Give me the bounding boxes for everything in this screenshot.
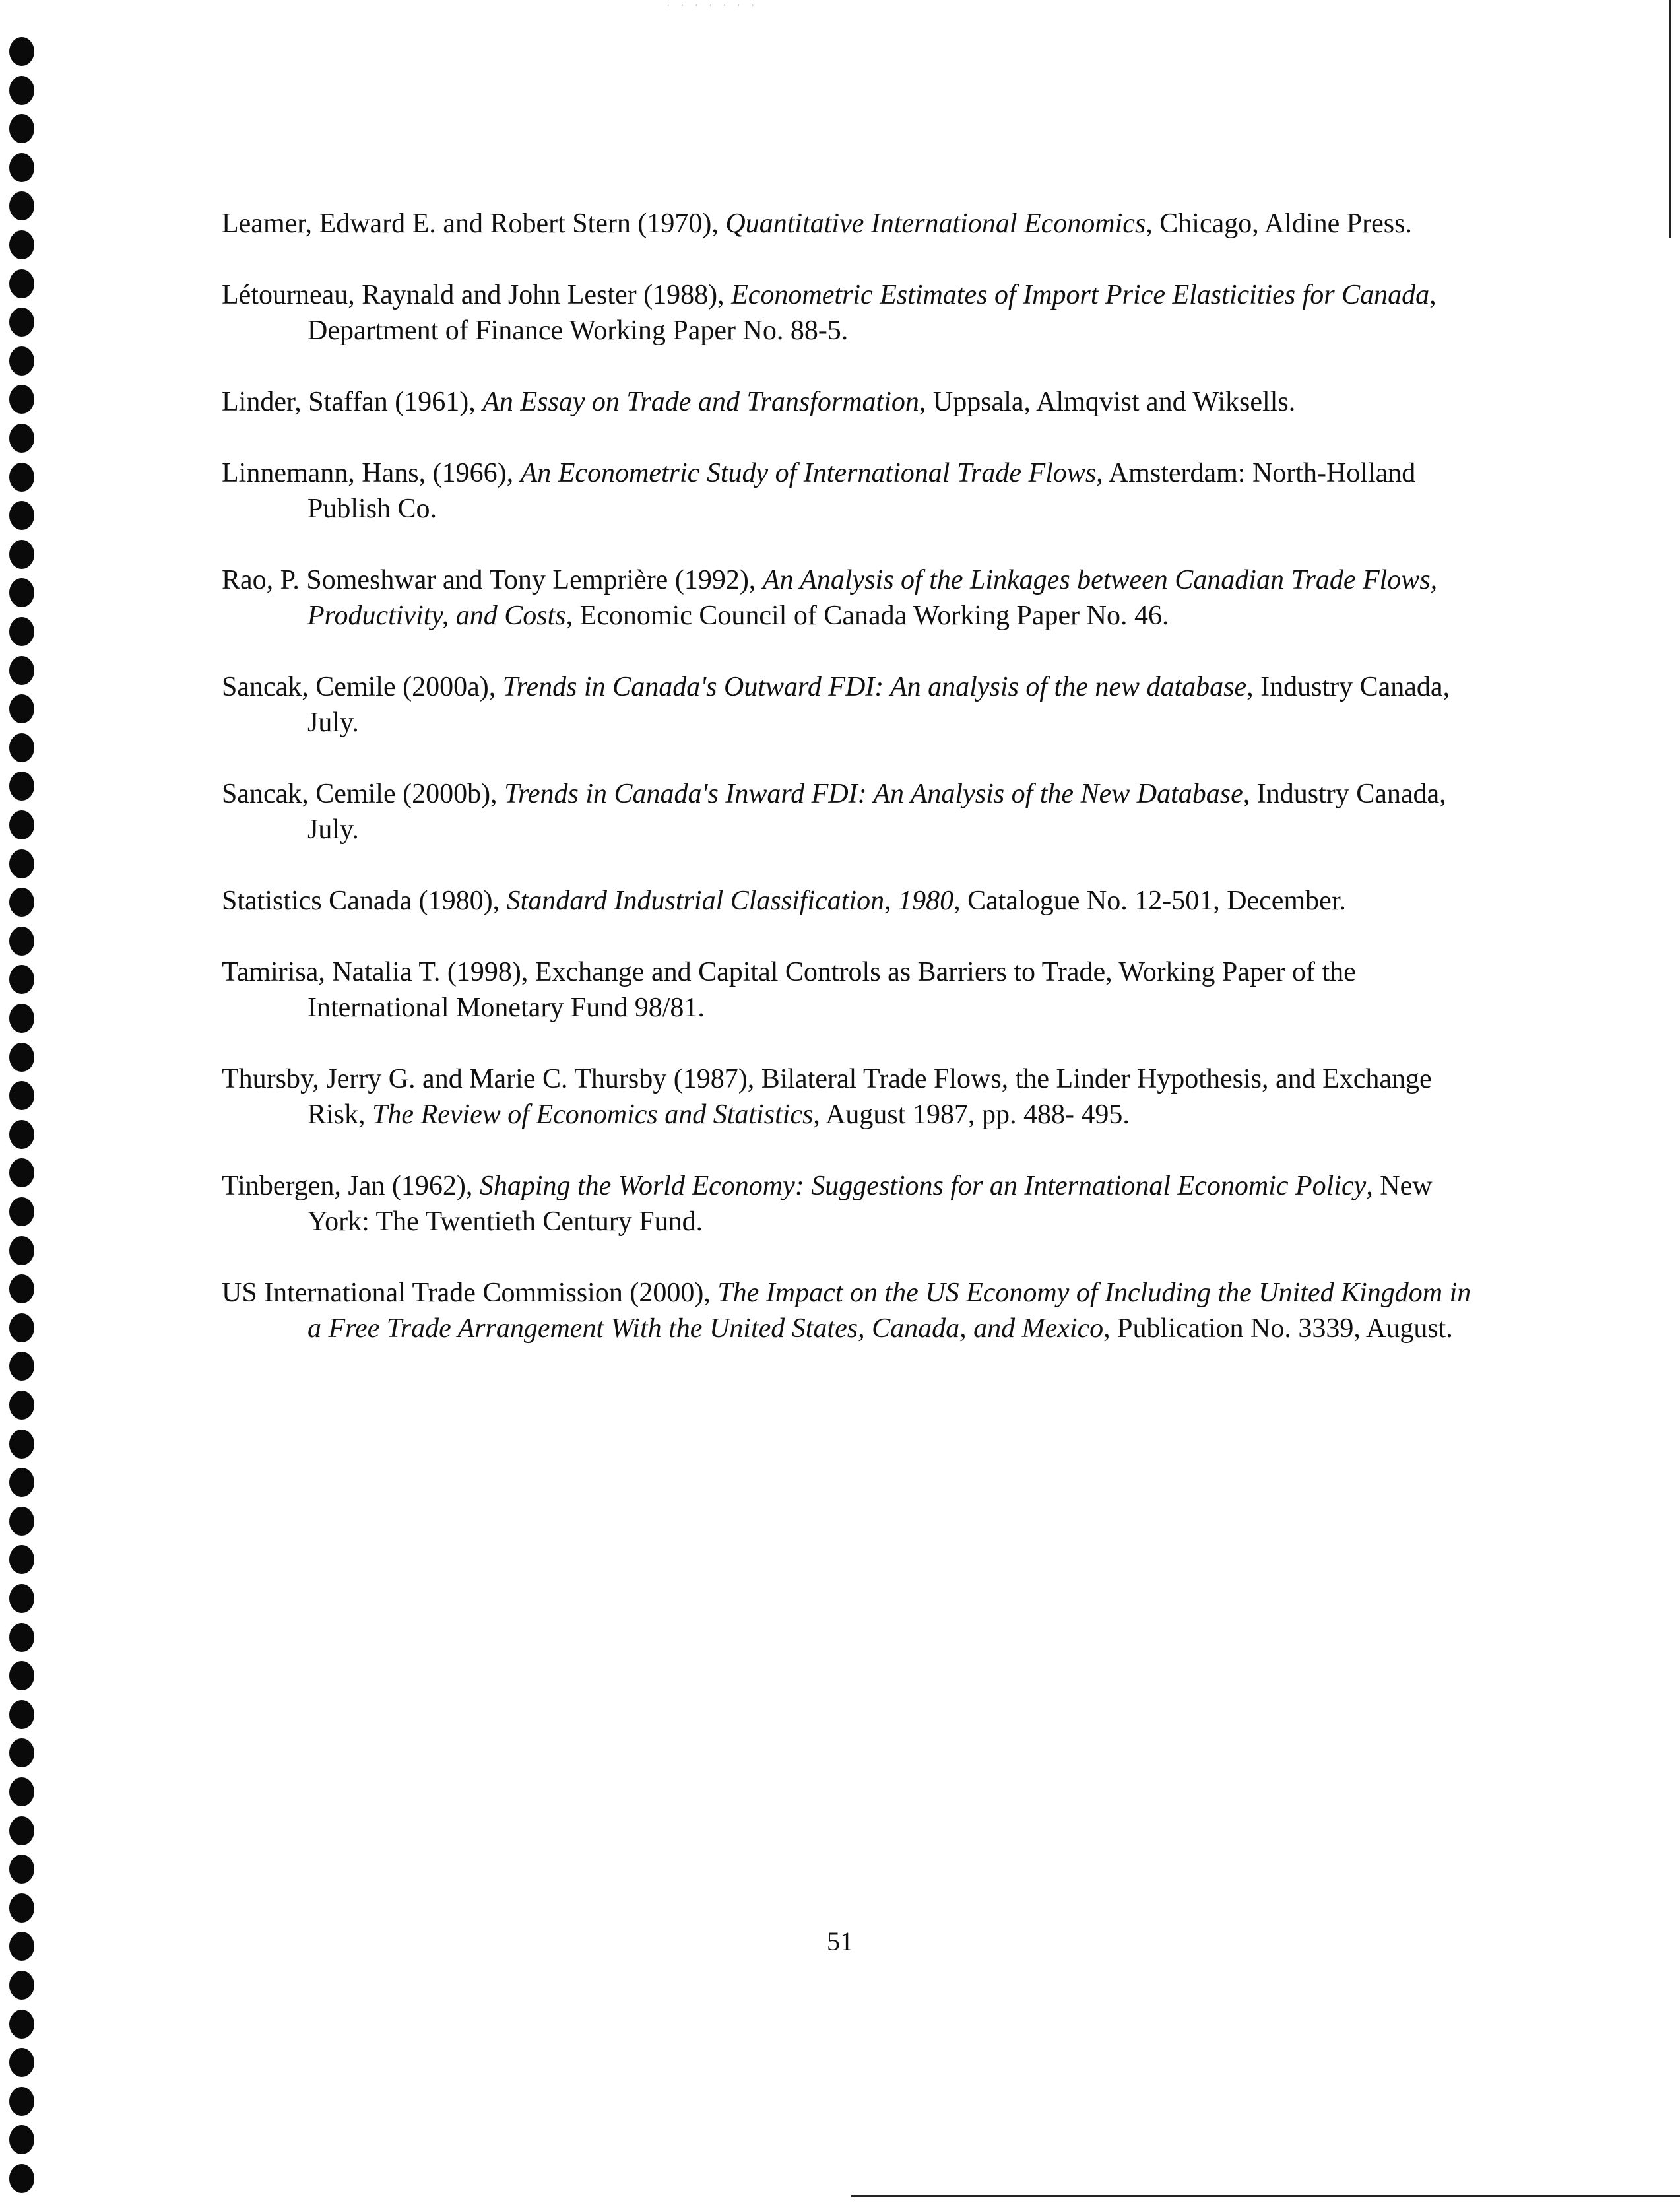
binding-hole [9, 1120, 34, 1149]
binding-hole [9, 927, 34, 956]
binding-hole [9, 37, 34, 66]
binding-hole [9, 1274, 34, 1303]
binding-hole [9, 1584, 34, 1613]
binding-hole [9, 76, 34, 105]
binding-hole [9, 1430, 34, 1459]
binding-hole [9, 1738, 34, 1767]
scan-specks: · · · · · · · [666, 0, 759, 11]
binding-hole [9, 1158, 34, 1187]
binding-hole [9, 1043, 34, 1072]
binding-hole [9, 849, 34, 878]
binding-hole [9, 385, 34, 414]
binding-hole [9, 269, 34, 298]
scan-edge-line [851, 2195, 1680, 2197]
reference-entry: US International Trade Commission (2000), The Impact on the US Economy of Including the United Kingdom in a Free Trade Arrangement With the United States, Canada, and Mexico, Publication No. 3339, August. [222, 1278, 1471, 1344]
binding-hole [9, 1236, 34, 1265]
binding-hole [9, 1081, 34, 1110]
binding-hole [9, 463, 34, 492]
reference-entry: Leamer, Edward E. and Robert Stern (1970), Quantitative International Economics, Chicago, Aldine Press. [222, 209, 1412, 239]
binding-hole [9, 346, 34, 376]
binding-hole [9, 965, 34, 994]
binding-hole [9, 2010, 34, 2039]
scan-edge-line [1669, 0, 1671, 238]
binding-holes [9, 37, 36, 2203]
binding-hole [9, 1971, 34, 2000]
page-number: 51 [827, 1926, 853, 1956]
binding-hole [9, 1623, 34, 1652]
binding-hole [9, 656, 34, 685]
binding-hole [9, 1700, 34, 1729]
reference-entry: Létourneau, Raynald and John Lester (1988), Econometric Estimates of Import Price Elasticities for Canada, Department of Finance Working Paper No. 88-5. [222, 280, 1437, 346]
binding-hole [9, 733, 34, 762]
binding-hole [9, 1816, 34, 1845]
binding-hole [9, 1661, 34, 1690]
binding-hole [9, 114, 34, 143]
binding-hole [9, 1777, 34, 1806]
binding-hole [9, 1468, 34, 1497]
binding-hole [9, 810, 34, 839]
binding-hole [9, 2125, 34, 2154]
binding-hole [9, 1313, 34, 1342]
reference-entry: Sancak, Cemile (2000b), Trends in Canada's Inward FDI: An Analysis of the New Database, Industry Canada, July. [222, 779, 1446, 845]
binding-hole [9, 1507, 34, 1536]
binding-hole [9, 2048, 34, 2077]
binding-hole [9, 191, 34, 220]
binding-hole [9, 617, 34, 646]
binding-hole [9, 772, 34, 801]
binding-hole [9, 501, 34, 530]
binding-hole [9, 153, 34, 182]
binding-hole [9, 2087, 34, 2116]
binding-hole [9, 1545, 34, 1574]
reference-entry: Sancak, Cemile (2000a), Trends in Canada's Outward FDI: An analysis of the new database, Industry Canada, July. [222, 672, 1450, 738]
binding-hole [9, 1004, 34, 1033]
reference-entry: Linder, Staffan (1961), An Essay on Trade and Transformation, Uppsala, Almqvist and Wiksells. [222, 387, 1296, 417]
binding-hole [9, 540, 34, 569]
binding-hole [9, 424, 34, 453]
binding-hole [9, 230, 34, 259]
binding-hole [9, 578, 34, 607]
reference-entry: Thursby, Jerry G. and Marie C. Thursby (1987), Bilateral Trade Flows, the Linder Hypothesis, and Exchange Risk, The Review of Economics and Statistics, August 1987, pp. 488- 495. [222, 1064, 1432, 1130]
reference-entry: Tamirisa, Natalia T. (1998), Exchange and Capital Controls as Barriers to Trade, Working Paper of the International Monetary Fund 98/81. [222, 957, 1356, 1023]
reference-entry: Rao, P. Someshwar and Tony Lemprière (1992), An Analysis of the Linkages between Canadian Trade Flows, Productivity, and Costs, Economic Council of Canada Working Paper No. 46. [222, 565, 1438, 631]
reference-entry: Linnemann, Hans, (1966), An Econometric Study of International Trade Flows, Amsterdam: North-Holland Publish Co. [222, 458, 1416, 524]
binding-hole [9, 1197, 34, 1226]
binding-hole [9, 694, 34, 723]
binding-hole [9, 2164, 34, 2193]
binding-hole [9, 1391, 34, 1420]
binding-hole [9, 888, 34, 917]
binding-hole [9, 308, 34, 337]
binding-hole [9, 1855, 34, 1884]
reference-list [222, 206, 1475, 1382]
binding-hole [9, 1893, 34, 1923]
reference-entry: Statistics Canada (1980), Standard Industrial Classification, 1980, Catalogue No. 12-501, December. [222, 886, 1346, 916]
binding-hole [9, 1352, 34, 1381]
reference-entry: Tinbergen, Jan (1962), Shaping the World Economy: Suggestions for an International Economic Policy, New York: The Twentieth Century Fund. [222, 1171, 1433, 1237]
